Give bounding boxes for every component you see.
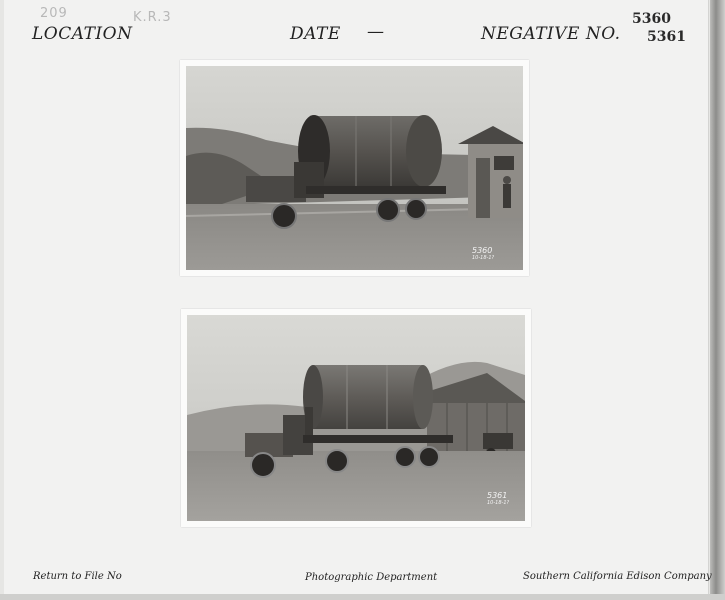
photo-5360-caption: [472, 246, 494, 261]
negative-label: NEGATIVE NO.: [481, 24, 621, 44]
date-label: DATE: [290, 24, 341, 44]
photo-5361-image: [187, 315, 525, 521]
negative-number-2: 5361: [647, 29, 686, 45]
company-label: Southern California Edison Company: [523, 571, 712, 582]
pencil-number: 209: [40, 6, 68, 21]
photo-5361-caption: [487, 491, 509, 506]
photo-5361-date: 10-18-1?: [487, 500, 510, 506]
photo-5360: [180, 60, 529, 276]
negative-number-1: 5360: [632, 11, 671, 27]
photo-5360-image: [186, 66, 523, 270]
return-to-file-label: Return to File No: [33, 571, 122, 582]
scan-edge: [710, 0, 725, 600]
location-label: LOCATION: [32, 24, 133, 44]
photo-5361: [181, 309, 531, 527]
photo-5361-negative: 5361: [487, 491, 508, 500]
photo-5360-negative: 5360: [472, 246, 493, 255]
department-label: Photographic Department: [305, 572, 438, 583]
pencil-code: K.R.3: [133, 10, 172, 25]
photo-5360-date: 10-18-1?: [472, 255, 495, 261]
date-value: —: [367, 22, 385, 42]
scan-bottom-edge: [0, 594, 725, 600]
